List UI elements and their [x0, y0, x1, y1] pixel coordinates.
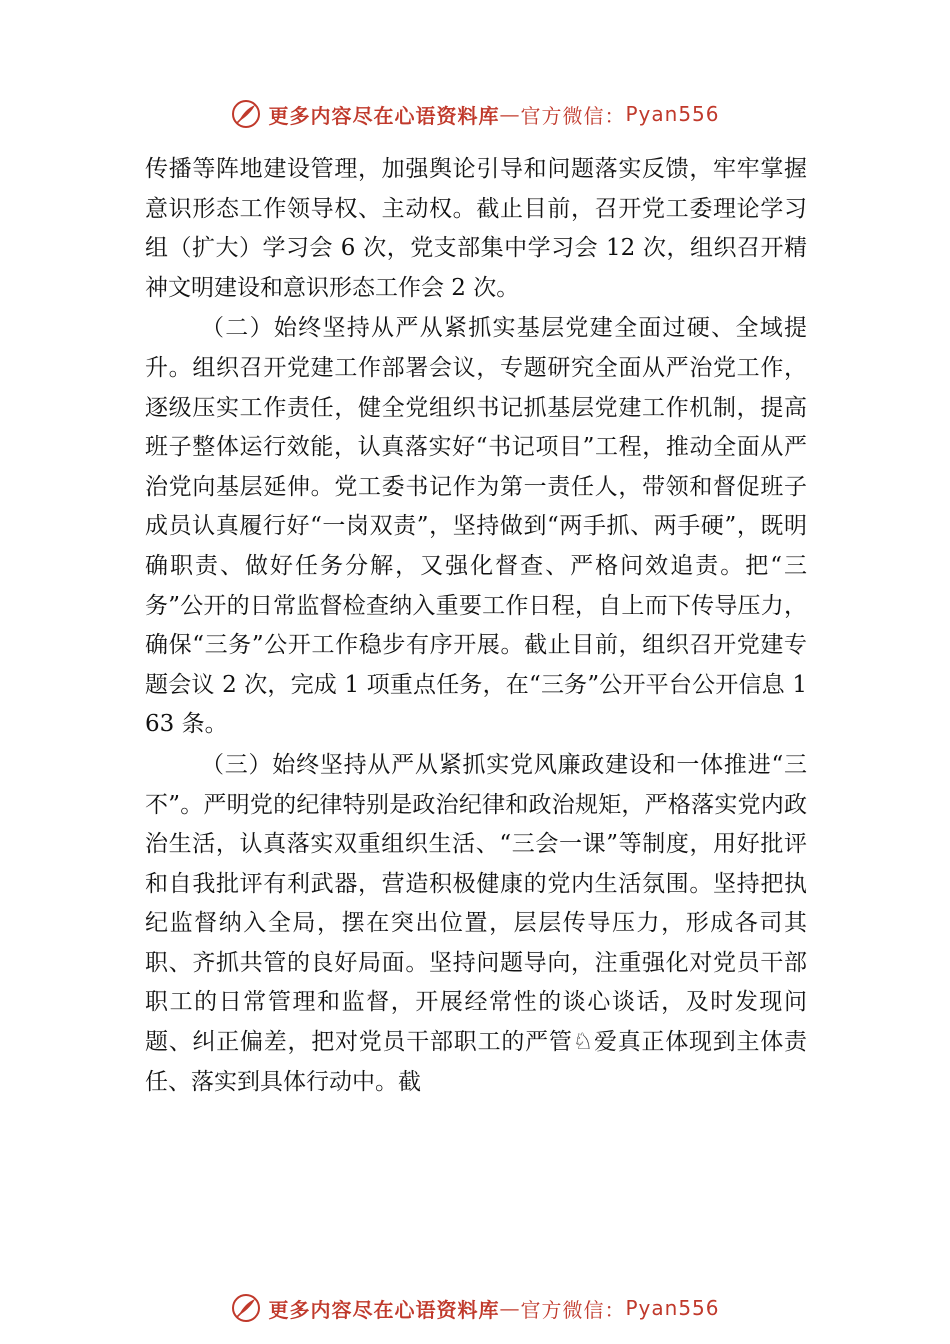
watermark-wechat-id: Pyan556 [625, 1296, 720, 1320]
footer-watermark [0, 1288, 950, 1328]
watermark-brand: 更多内容尽在心语资料库 [268, 103, 500, 128]
watermark-wechat-label: 官方微信： [520, 103, 626, 128]
watermark-wechat-label: 官方微信： [520, 1297, 626, 1322]
document-body [145, 150, 807, 1102]
watermark-wechat-id: Pyan556 [625, 102, 720, 126]
watermark-separator: — [499, 1296, 521, 1320]
paragraph-section-three: （三）始终坚持从严从紧抓实党风廉政建设和一体推进“三不”。严明党的纪律特别是政治纪律和政治规矩，严格落实党内政治生活，认真落实双重组织生活、“三会一课”等制度，用好批评和自我批评有利武器，营造积极健康的党内生活氛围。坚持把执纪监督纳入全局，摆在突出位置，层层传导压力，形成各司其职、齐抓共管的良好局面。坚持问题导向，注重强化对党员干部职工的日常管理和监督，开展经常性的谈心谈话，及时发现问题、纠正偏差，把对党员干部职工的严管♘爱真正体现到主体责任、落实到具体行动中。截 [145, 751, 807, 1095]
watermark-separator: — [499, 102, 521, 126]
quill-seal-icon [230, 1292, 262, 1324]
watermark-brand: 更多内容尽在心语资料库 [268, 1297, 500, 1322]
header-watermark [0, 94, 950, 134]
paragraph-section-two: （二）始终坚持从严从紧抓实基层党建全面过硬、全域提升。组织召开党建工作部署会议，专题研究全面从严治党工作，逐级压实工作责任，健全党组织书记抓基层党建工作机制，提高班子整体运行效能，认真落实好“书记项目”工程，推动全面从严治党向基层延伸。党工委书记作为第一责任人，带领和督促班子成员认真履行好“一岗双责”，坚持做到“两手抓、两手硬”，既明确职责、做好任务分解，又强化督查、严格问效追责。把“三务”公开的日常监督检查纳入重要工作日程，自上而下传导压力，确保“三务”公开工作稳步有序开展。截止目前，组织召开党建专题会议 2 次，完成 1 项重点任务，在“三务”公开平台公开信息 163 条。 [145, 315, 807, 738]
paragraph-continuation: 传播等阵地建设管理，加强舆论引导和问题落实反馈，牢牢掌握意识形态工作领导权、主动权。截止目前，召开党工委理论学习组（扩大）学习会 6 次，党支部集中学习会 12 次，组织召开精神文明建设和意识形态工作会 2 次。 [145, 156, 807, 301]
quill-seal-icon [230, 98, 262, 130]
